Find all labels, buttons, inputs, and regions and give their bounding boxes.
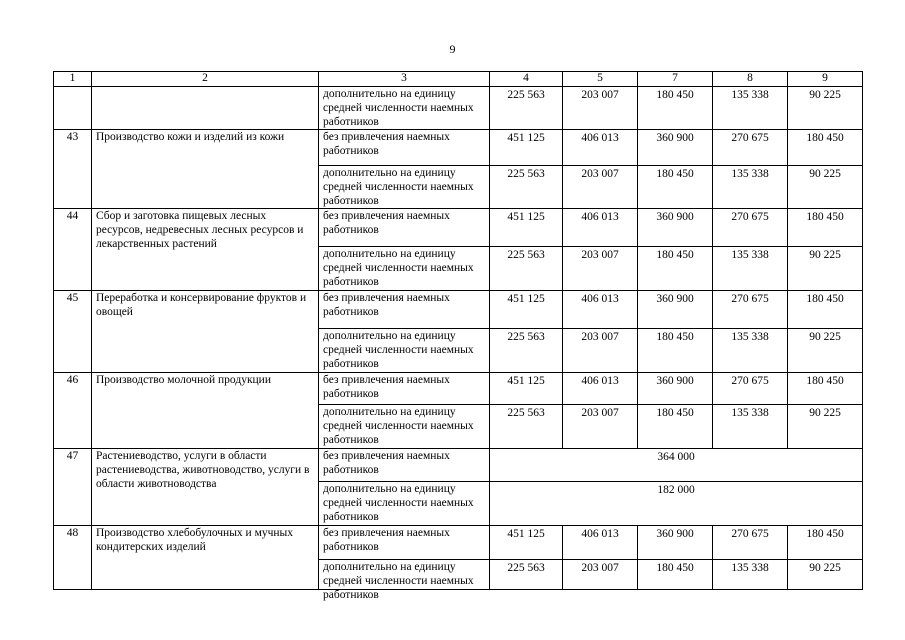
value-cell: 203 007	[563, 405, 638, 449]
condition-label: без привлечения наемных работников	[323, 374, 450, 400]
value-cell: 180 450	[788, 526, 863, 560]
condition-label: без привлечения наемных работников	[323, 131, 450, 157]
value-cell: 203 007	[563, 329, 638, 373]
value-cell: 451 125	[490, 291, 563, 329]
value-cell: 180 450	[788, 291, 863, 329]
value-cell: 203 007	[563, 87, 638, 130]
value-cell: 451 125	[490, 526, 563, 560]
activity-name: Сбор и заготовка пищевых лесных ресурсов, недревесных лесных ресурсов и лекарственных растений	[92, 209, 319, 291]
table-row	[54, 87, 863, 130]
activity-name: Производство молочной продукции	[92, 373, 319, 449]
table-row	[54, 526, 863, 560]
condition-label: без привлечения наемных работников	[323, 527, 450, 553]
value-cell: 225 563	[490, 329, 563, 373]
merged-value-cell: 364 000	[490, 449, 863, 482]
condition-cell	[319, 373, 490, 405]
row-number: 45	[54, 291, 92, 373]
value-cell: 360 900	[638, 373, 713, 405]
header-cell: 2	[92, 72, 319, 87]
header-cell: 5	[563, 72, 638, 87]
value-cell: 180 450	[638, 405, 713, 449]
value-cell: 203 007	[563, 560, 638, 590]
activity-name	[92, 87, 319, 130]
value-cell: 90 225	[788, 247, 863, 291]
table-row	[54, 449, 863, 482]
value-cell: 203 007	[563, 166, 638, 209]
condition-cell	[319, 291, 490, 329]
condition-cell	[319, 247, 490, 291]
value-cell: 406 013	[563, 373, 638, 405]
value-cell: 270 675	[713, 373, 788, 405]
value-cell: 270 675	[713, 526, 788, 560]
header-row	[54, 72, 863, 87]
table-row	[54, 130, 863, 166]
condition-label: дополнительно на единицу средней численности наемных работников	[323, 561, 474, 601]
value-cell: 180 450	[638, 87, 713, 130]
value-cell: 360 900	[638, 526, 713, 560]
value-cell: 90 225	[788, 329, 863, 373]
value-cell: 180 450	[638, 329, 713, 373]
condition-cell	[319, 449, 490, 482]
value-cell: 270 675	[713, 209, 788, 247]
table-row	[54, 373, 863, 405]
value-cell: 360 900	[638, 291, 713, 329]
value-cell: 270 675	[713, 130, 788, 166]
value-cell: 360 900	[638, 209, 713, 247]
value-cell: 180 450	[788, 373, 863, 405]
activity-name: Производство хлебобулочных и мучных кондитерских изделий	[92, 526, 319, 590]
value-cell: 225 563	[490, 87, 563, 130]
header-cell: 7	[638, 72, 713, 87]
value-cell: 225 563	[490, 166, 563, 209]
value-cell: 406 013	[563, 291, 638, 329]
condition-label: без привлечения наемных работников	[323, 210, 450, 236]
condition-cell	[319, 166, 490, 209]
value-cell: 406 013	[563, 209, 638, 247]
header-cell: 8	[713, 72, 788, 87]
value-cell: 180 450	[638, 247, 713, 291]
condition-label: без привлечения наемных работников	[323, 292, 450, 318]
table-row	[54, 209, 863, 247]
condition-label: без привлечения наемных работников	[323, 450, 450, 476]
condition-cell	[319, 526, 490, 560]
value-cell: 270 675	[713, 291, 788, 329]
value-cell: 203 007	[563, 247, 638, 291]
header-cell: 1	[54, 72, 92, 87]
activity-name: Производство кожи и изделий из кожи	[92, 130, 319, 209]
row-number: 43	[54, 130, 92, 209]
value-cell: 135 338	[713, 247, 788, 291]
activity-name: Переработка и консервирование фруктов и овощей	[92, 291, 319, 373]
value-cell: 90 225	[788, 560, 863, 590]
value-cell: 180 450	[788, 209, 863, 247]
condition-cell	[319, 130, 490, 166]
condition-cell	[319, 482, 490, 526]
value-cell: 225 563	[490, 560, 563, 590]
condition-label: дополнительно на единицу средней численности наемных работников	[323, 483, 474, 523]
value-cell: 90 225	[788, 166, 863, 209]
value-cell: 180 450	[788, 130, 863, 166]
condition-label: дополнительно на единицу средней численности наемных работников	[323, 88, 474, 128]
merged-value-cell: 182 000	[490, 482, 863, 526]
value-cell: 406 013	[563, 526, 638, 560]
value-cell: 451 125	[490, 209, 563, 247]
value-cell: 180 450	[638, 560, 713, 590]
value-cell: 90 225	[788, 405, 863, 449]
tariff-table	[53, 71, 863, 601]
condition-label: дополнительно на единицу средней численности наемных работников	[323, 330, 474, 370]
value-cell: 135 338	[713, 560, 788, 590]
page-number: 9	[449, 42, 456, 56]
row-number: 46	[54, 373, 92, 449]
row-number: 44	[54, 209, 92, 291]
value-cell: 135 338	[713, 166, 788, 209]
value-cell: 180 450	[638, 166, 713, 209]
value-cell: 360 900	[638, 130, 713, 166]
condition-cell	[319, 560, 490, 601]
value-cell: 225 563	[490, 405, 563, 449]
value-cell: 135 338	[713, 329, 788, 373]
condition-cell	[319, 405, 490, 449]
header-cell: 4	[490, 72, 563, 87]
table-body	[54, 87, 863, 601]
condition-label: дополнительно на единицу средней численности наемных работников	[323, 406, 474, 446]
value-cell: 451 125	[490, 373, 563, 405]
condition-label: дополнительно на единицу средней численности наемных работников	[323, 248, 474, 288]
row-number	[54, 87, 92, 130]
condition-cell	[319, 87, 490, 130]
condition-cell	[319, 329, 490, 373]
value-cell: 451 125	[490, 130, 563, 166]
value-cell: 225 563	[490, 247, 563, 291]
value-cell: 406 013	[563, 130, 638, 166]
condition-cell	[319, 209, 490, 247]
row-number: 48	[54, 526, 92, 590]
header-cell: 3	[319, 72, 490, 87]
table-row	[54, 291, 863, 329]
value-cell: 90 225	[788, 87, 863, 130]
row-number: 47	[54, 449, 92, 526]
condition-label: дополнительно на единицу средней численности наемных работников	[323, 167, 474, 207]
value-cell: 135 338	[713, 405, 788, 449]
activity-name: Растениеводство, услуги в области растениеводства, животноводство, услуги в области животноводства	[92, 449, 319, 526]
header-cell: 9	[788, 72, 863, 87]
value-cell: 135 338	[713, 87, 788, 130]
